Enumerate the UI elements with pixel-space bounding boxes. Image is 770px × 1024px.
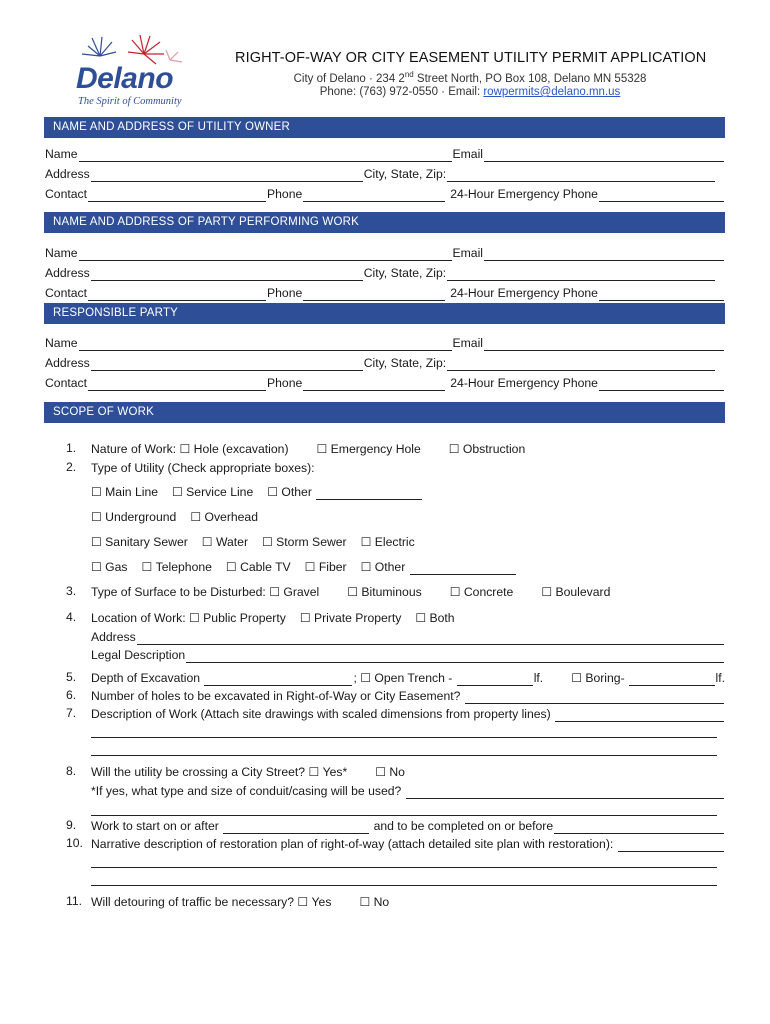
performer-name-row: Name Email <box>45 245 725 261</box>
checkbox-fiber[interactable]: ☐ <box>304 560 316 574</box>
section-responsible-party: RESPONSIBLE PARTY <box>44 303 725 324</box>
checkbox-other-utility[interactable]: ☐ <box>360 560 372 574</box>
checkbox-bituminous[interactable]: ☐ <box>347 585 359 599</box>
logo-wordmark: Delano <box>76 62 174 95</box>
q2-row-services: ☐ Sanitary Sewer ☐ Water ☐ Storm Sewer ☐ Electric <box>91 535 415 549</box>
restoration-line-3[interactable] <box>91 885 717 886</box>
performer-city-field[interactable] <box>447 268 715 281</box>
performer-contact-field[interactable] <box>88 288 266 301</box>
q2-row-ground: ☐ Underground ☐ Overhead <box>91 510 258 524</box>
q1-nature-of-work: Nature of Work: ☐ Hole (excavation) ☐ Emergency Hole ☐ Obstruction <box>91 442 526 456</box>
checkbox-overhead[interactable]: ☐ <box>190 510 202 524</box>
q7-description: Description of Work (Attach site drawings with scaled dimensions from property lines) <box>91 706 725 722</box>
checkbox-gravel[interactable]: ☐ <box>269 585 280 599</box>
checkbox-telephone[interactable]: ☐ <box>141 560 153 574</box>
q4-legal-row: Legal Description <box>91 647 725 663</box>
checkbox-electric[interactable]: ☐ <box>360 535 372 549</box>
description-field[interactable] <box>555 709 724 722</box>
logo-tagline: The Spirit of Community <box>78 96 182 107</box>
work-address-field[interactable] <box>137 632 724 645</box>
email-link[interactable]: rowpermits@delano.mn.us <box>483 86 621 98</box>
performer-phone-field[interactable] <box>303 288 445 301</box>
owner-address-field[interactable] <box>91 169 363 182</box>
checkbox-boulevard[interactable]: ☐ <box>541 585 553 599</box>
other-line-field[interactable] <box>316 487 422 500</box>
owner-address-row: Address City, State, Zip: <box>45 166 725 182</box>
logo <box>70 34 190 110</box>
end-date-field[interactable] <box>554 821 724 834</box>
description-line-2[interactable] <box>91 737 717 738</box>
checkbox-detour-yes[interactable]: ☐ <box>297 895 309 909</box>
boring-field[interactable] <box>629 673 714 686</box>
checkbox-cable-tv[interactable]: ☐ <box>225 560 237 574</box>
responsible-address-row: Address City, State, Zip: <box>45 355 725 371</box>
checkbox-underground[interactable]: ☐ <box>91 510 102 524</box>
checkbox-both[interactable]: ☐ <box>415 611 427 625</box>
responsible-contact-field[interactable] <box>88 378 266 391</box>
conduit-line-2[interactable] <box>91 815 717 816</box>
checkbox-private-property[interactable]: ☐ <box>299 611 311 625</box>
legal-description-field[interactable] <box>186 650 724 663</box>
q4-location: Location of Work: ☐ Public Property ☐ Private Property ☐ Both <box>91 611 455 625</box>
section-scope-of-work: SCOPE OF WORK <box>44 402 725 423</box>
q2-row-telecom: ☐ Gas ☐ Telephone ☐ Cable TV ☐ Fiber ☐ Other <box>91 559 517 575</box>
checkbox-open-trench[interactable]: ☐ <box>360 671 372 685</box>
description-line-3[interactable] <box>91 755 717 756</box>
q8-conduit: *If yes, what type and size of conduit/casing will be used? <box>91 783 725 799</box>
performer-address-field[interactable] <box>91 268 363 281</box>
restoration-line-2[interactable] <box>91 867 717 868</box>
city-address: City of Delano · 234 2nd Street North, PO Box 108, Delano MN 55328 <box>293 70 647 85</box>
performer-name-field[interactable] <box>79 248 452 261</box>
owner-phone-field[interactable] <box>303 189 445 202</box>
section-performing-party: NAME AND ADDRESS OF PARTY PERFORMING WORK <box>44 212 725 233</box>
checkbox-storm-sewer[interactable]: ☐ <box>262 535 273 549</box>
contact-line: Phone: (763) 972-0550 · Email: rowpermits@delano.mn.us <box>319 86 621 98</box>
performer-emergency-phone-field[interactable] <box>599 288 724 301</box>
responsible-phone-field[interactable] <box>303 378 445 391</box>
responsible-city-field[interactable] <box>447 358 715 371</box>
checkbox-crossing-no[interactable]: ☐ <box>375 765 386 779</box>
owner-contact-row: Contact Phone 24-Hour Emergency Phone <box>45 186 725 202</box>
q11-detour: Will detouring of traffic be necessary? ☐ Yes ☐ No <box>91 895 390 909</box>
open-trench-field[interactable] <box>457 673 533 686</box>
q8-crossing: Will the utility be crossing a City Street? ☐ Yes* ☐ No <box>91 765 405 779</box>
other-utility-field[interactable] <box>410 562 516 575</box>
checkbox-concrete[interactable]: ☐ <box>449 585 461 599</box>
q9-dates: Work to start on or after and to be completed on or before <box>91 818 725 834</box>
checkbox-service-line[interactable]: ☐ <box>172 485 183 499</box>
owner-emergency-phone-field[interactable] <box>599 189 724 202</box>
checkbox-crossing-yes[interactable]: ☐ <box>308 765 320 779</box>
q4-address-row: Address <box>91 629 725 645</box>
owner-name-field[interactable] <box>79 149 452 162</box>
checkbox-emergency-hole[interactable]: ☐ <box>316 442 328 456</box>
checkbox-other-line[interactable]: ☐ <box>267 485 279 499</box>
page-title: RIGHT-OF-WAY OR CITY EASEMENT UTILITY PERMIT APPLICATION <box>235 50 707 66</box>
checkbox-detour-no[interactable]: ☐ <box>359 895 371 909</box>
q10-restoration: Narrative description of restoration plan of right-of-way (attach detailed site plan with restoration): <box>91 836 725 852</box>
q2-row-lines: ☐ Main Line ☐ Service Line ☐ Other <box>91 484 423 500</box>
conduit-field[interactable] <box>406 786 724 799</box>
checkbox-gas[interactable]: ☐ <box>91 560 102 574</box>
performer-email-field[interactable] <box>484 248 724 261</box>
checkbox-obstruction[interactable]: ☐ <box>448 442 460 456</box>
q6-holes: Number of holes to be excavated in Right-of-Way or City Easement? <box>91 688 725 704</box>
responsible-emergency-phone-field[interactable] <box>599 378 724 391</box>
q3-surface: Type of Surface to be Disturbed: ☐ Gravel ☐ Bituminous ☐ Concrete ☐ Boulevard <box>91 585 611 599</box>
responsible-name-row: Name Email <box>45 335 725 351</box>
holes-count-field[interactable] <box>465 691 724 704</box>
checkbox-water[interactable]: ☐ <box>201 535 213 549</box>
checkbox-sanitary-sewer[interactable]: ☐ <box>91 535 102 549</box>
q5-depth: Depth of Excavation ; ☐ Open Trench - lf. ☐ Boring- lf. <box>91 671 725 685</box>
checkbox-public-property[interactable]: ☐ <box>189 611 200 625</box>
responsible-email-field[interactable] <box>484 338 724 351</box>
owner-name-row: Name Email <box>45 146 725 162</box>
performer-address-row: Address City, State, Zip: <box>45 265 725 281</box>
checkbox-boring[interactable]: ☐ <box>571 671 582 685</box>
owner-city-field[interactable] <box>447 169 715 182</box>
restoration-field[interactable] <box>618 839 724 852</box>
start-date-field[interactable] <box>223 821 369 834</box>
section-utility-owner: NAME AND ADDRESS OF UTILITY OWNER <box>44 117 725 138</box>
checkbox-main-line[interactable]: ☐ <box>91 485 102 499</box>
depth-field[interactable] <box>204 673 352 686</box>
owner-contact-field[interactable] <box>88 189 266 202</box>
performer-contact-row: Contact Phone 24-Hour Emergency Phone <box>45 285 725 301</box>
checkbox-hole[interactable]: ☐ <box>179 442 191 456</box>
q2-type-of-utility: Type of Utility (Check appropriate boxes): <box>91 461 315 475</box>
owner-email-field[interactable] <box>484 149 724 162</box>
responsible-name-field[interactable] <box>79 338 452 351</box>
responsible-address-field[interactable] <box>91 358 363 371</box>
responsible-contact-row: Contact Phone 24-Hour Emergency Phone <box>45 375 725 391</box>
